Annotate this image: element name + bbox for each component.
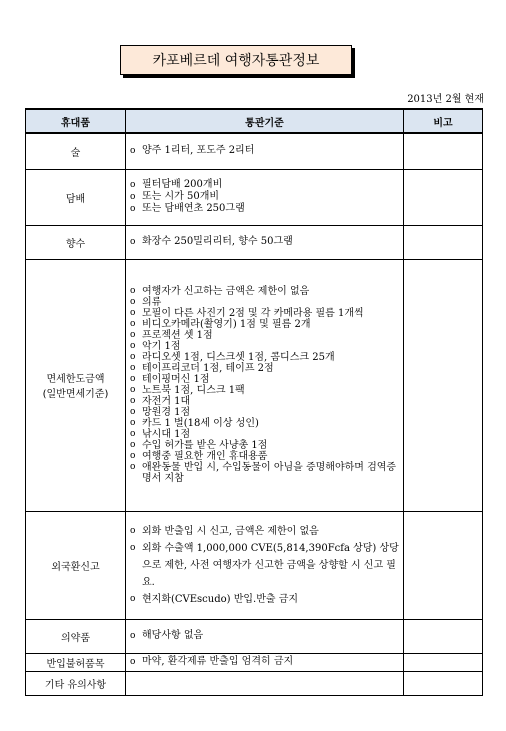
remarks-cell: [404, 619, 483, 653]
item-text: 카드 1 벌(18세 이상 성인): [142, 418, 259, 429]
list-item: [130, 630, 399, 642]
item-text: 노트북 1점, 디스크 1팩: [142, 385, 245, 396]
bullet-icon: o: [130, 657, 136, 667]
item-text: 모필이 다른 사진기 2점 및 각 카메라용 필름 1개씩: [142, 308, 364, 319]
header-row: [26, 109, 483, 133]
bullet-icon: o: [130, 525, 136, 536]
category-cell: 술: [26, 133, 126, 169]
item-text: 테이프리코더 1점, 테이프 2점: [142, 363, 274, 374]
bullet-icon: o: [130, 418, 136, 428]
list-item: [130, 540, 399, 591]
bullet-icon: o: [130, 237, 136, 247]
bullet-icon: o: [130, 462, 136, 472]
item-text: 외화 수출액 1,000,000 CVE(5,814,390Fcfa 상당) 상당으로 제한, 사전 여행자가 신고한 금액을 상향할 시 신고 필요.: [142, 542, 399, 588]
category-cell: 담배: [26, 169, 126, 225]
bullet-icon: o: [130, 593, 136, 604]
bullet-icon: o: [130, 180, 136, 190]
item-text: 마약, 환각제류 반출입 엄격히 금지: [142, 656, 294, 667]
bullet-icon: o: [130, 352, 136, 362]
item-text: 해당사항 없음: [142, 630, 204, 641]
item-text: 필터담배 200개비: [142, 179, 223, 190]
category-cell: 면세한도금액 (일반면세기준): [26, 259, 126, 511]
list-item: [130, 440, 399, 451]
document-title: 카포베르데 여행자통관정보: [120, 45, 352, 75]
table-row: [26, 511, 483, 619]
list-item: [130, 179, 399, 191]
category-cell: 외국환신고: [26, 511, 126, 619]
bullet-icon: o: [130, 308, 136, 318]
bullet-icon: o: [130, 396, 136, 406]
item-text: 라디오셋 1점, 디스크셋 1점, 콤디스크 25개: [142, 352, 335, 363]
item-text: 테이핑머신 1점: [142, 374, 210, 385]
remarks-cell: [404, 133, 483, 169]
list-item: [130, 341, 399, 352]
customs-table: [25, 108, 483, 696]
list-item: [130, 297, 399, 308]
bullet-icon: o: [130, 341, 136, 351]
list-item: [130, 203, 399, 215]
bullet-icon: o: [130, 451, 136, 461]
list-item: [130, 462, 399, 484]
remarks-cell: [404, 225, 483, 259]
table-row: [26, 133, 483, 169]
standard-cell: [126, 225, 404, 259]
item-text: 화장수 250밀리리터, 향수 50그램: [142, 236, 293, 247]
list-item: [130, 330, 399, 341]
list-item: [130, 429, 399, 440]
list-item: [130, 451, 399, 462]
item-text: 양주 1리터, 포도주 2리터: [142, 145, 255, 157]
table-row: [26, 619, 483, 653]
list-item: [130, 145, 399, 157]
table-row: [26, 225, 483, 259]
table-row: [26, 671, 483, 695]
bullet-icon: o: [130, 297, 136, 307]
bullet-icon: o: [130, 363, 136, 373]
header-remarks: 비고: [404, 109, 483, 133]
item-text: 자전거 1대: [142, 396, 191, 407]
remarks-cell: [404, 511, 483, 619]
standard-cell: [126, 133, 404, 169]
list-item: [130, 656, 399, 668]
list-item: [130, 363, 399, 374]
standard-cell: [126, 169, 404, 225]
table-row: [26, 169, 483, 225]
bullet-icon: o: [130, 286, 136, 296]
bullet-icon: o: [130, 319, 136, 329]
list-item: [130, 308, 399, 319]
list-item: [130, 286, 399, 297]
date-note: 2013년 2월 현재: [407, 94, 484, 105]
remarks-cell: [404, 653, 483, 671]
list-item: [130, 319, 399, 330]
table-row: [26, 259, 483, 511]
bullet-icon: o: [130, 192, 136, 202]
bullet-icon: o: [130, 146, 136, 157]
category-cell: 의약품: [26, 619, 126, 653]
list-item: [130, 407, 399, 418]
header-item: 휴대품: [26, 109, 126, 133]
remarks-cell: [404, 259, 483, 511]
item-text: 비디오카메라(촬영기) 1점 및 필름 2개: [142, 319, 311, 330]
item-text: 수입 허가를 받은 사냥총 1점: [142, 440, 268, 451]
standard-cell: [126, 619, 404, 653]
list-item: [130, 191, 399, 203]
bullet-icon: o: [130, 631, 136, 641]
item-text: 낚시대 1점: [142, 429, 191, 440]
list-item: [130, 523, 399, 540]
list-item: [130, 236, 399, 248]
bullet-icon: o: [130, 407, 136, 417]
list-item: [130, 418, 399, 429]
item-text: 애완동물 반입 시, 수입동물이 아님을 증명해야하며 검역증명서 지참: [142, 462, 397, 484]
category-cell: 향수: [26, 225, 126, 259]
item-text: 망원경 1점: [142, 407, 191, 418]
standard-cell: [126, 259, 404, 511]
item-text: 악기 1점: [142, 341, 181, 352]
list-item: [130, 396, 399, 407]
category-cell: 기타 유의사항: [26, 671, 126, 695]
bullet-icon: o: [130, 385, 136, 395]
item-text: 현지화(CVEscudo) 반입.반출 금지: [142, 593, 299, 605]
standard-cell: [126, 511, 404, 619]
list-item: [130, 352, 399, 363]
list-item: [130, 385, 399, 396]
list-item: [130, 374, 399, 385]
item-text: 외화 반출입 시 신고, 금액은 제한이 없음: [142, 525, 319, 537]
remarks-cell: [404, 169, 483, 225]
item-text: 또는 담배연초 250그램: [142, 203, 245, 214]
standard-cell: [126, 671, 404, 695]
standard-cell: [126, 653, 404, 671]
item-text: 여행중 필요한 개인 휴대용품: [142, 451, 268, 462]
bullet-icon: o: [130, 374, 136, 384]
header-standard: 통관기준: [126, 109, 404, 133]
bullet-icon: o: [130, 440, 136, 450]
item-text: 의류: [142, 297, 162, 308]
bullet-icon: o: [130, 204, 136, 214]
bullet-icon: o: [130, 429, 136, 439]
list-item: [130, 591, 399, 608]
item-text: 프로젝션 셋 1점: [142, 330, 213, 341]
item-text: 여행자가 신고하는 금액은 제한이 없음: [142, 286, 310, 297]
remarks-cell: [404, 671, 483, 695]
bullet-icon: o: [130, 330, 136, 340]
category-cell: 반입불허품목: [26, 653, 126, 671]
table-row: [26, 653, 483, 671]
item-text: 또는 시가 50개비: [142, 191, 220, 202]
bullet-icon: o: [130, 542, 136, 553]
